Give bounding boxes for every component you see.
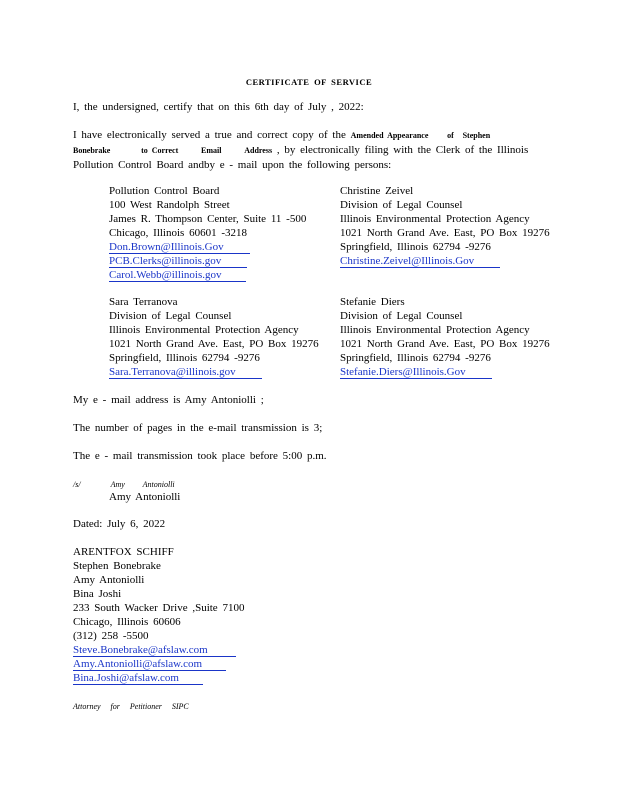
para-suffix: , by electronically filing with the Clerk of the Illinois: [276, 144, 529, 156]
doc-title-part: Stephen: [462, 131, 491, 140]
address-line: 1021 North Grand Ave. East, PO Box 19276: [340, 227, 550, 239]
firm-signature-block: [73, 545, 244, 685]
email-link[interactable]: Carol.Webb@illinois.gov: [109, 269, 246, 282]
service-paragraph: [73, 128, 543, 172]
address-line: Stefanie Diers: [340, 296, 405, 308]
signatory-name: Amy Antoniolli: [109, 491, 181, 503]
email-link[interactable]: Christine.Zeivel@Illinois.Gov: [340, 255, 500, 268]
doc-title-part: to Correct: [141, 146, 179, 155]
recipient-address-zeivel: [340, 184, 565, 268]
address-line: Christine Zeivel: [340, 185, 414, 197]
signature-script-first: Amy: [110, 480, 125, 489]
document-title: CERTIFICATE OF SERVICE: [245, 77, 373, 87]
firm-line: (312) 258 -5500: [73, 630, 149, 642]
recipient-address-pcb: [109, 184, 334, 282]
address-line: Division of Legal Counsel: [109, 310, 232, 322]
address-line: Division of Legal Counsel: [340, 199, 463, 211]
email-link[interactable]: Bina.Joshi@afslaw.com: [73, 672, 203, 685]
email-link[interactable]: Don.Brown@Illinois.Gov: [109, 241, 250, 254]
recipient-address-diers: [340, 295, 565, 379]
address-line: Division of Legal Counsel: [340, 310, 463, 322]
doc-title-part: Address: [244, 146, 273, 155]
signature-script-last: Antoniolli: [142, 480, 175, 489]
address-line: James R. Thompson Center, Suite 11 -500: [109, 213, 307, 225]
email-link[interactable]: PCB.Clerks@illinois.gov: [109, 255, 247, 268]
email-link[interactable]: Stefanie.Diers@Illinois.Gov: [340, 366, 492, 379]
email-link[interactable]: Sara.Terranova@illinois.gov: [109, 366, 262, 379]
transmission-time-statement: The e - mail transmission took place before 5:00 p.m.: [73, 450, 327, 462]
attorney-for-note: Attorney for Petitioner SIPC: [73, 702, 189, 711]
address-line: Illinois Environmental Protection Agency: [109, 324, 299, 336]
dated-line: Dated: July 6, 2022: [73, 518, 166, 530]
firm-line: 233 South Wacker Drive ,Suite 7100: [73, 602, 245, 614]
email-link[interactable]: Steve.Bonebrake@afslaw.com: [73, 644, 236, 657]
address-line: Springfield, Illinois 62794 -9276: [109, 352, 260, 364]
address-line: 100 West Randolph Street: [109, 199, 230, 211]
address-line: 1021 North Grand Ave. East, PO Box 19276: [340, 338, 550, 350]
para-line3: Pollution Control Board andby e - mail upon the following persons:: [73, 159, 392, 171]
page-count-statement: The number of pages in the e-mail transmission is 3;: [73, 422, 323, 434]
doc-title-part: Email: [201, 146, 222, 155]
firm-line: ARENTFOX SCHIFF: [73, 546, 174, 558]
address-line: Illinois Environmental Protection Agency: [340, 213, 530, 225]
firm-line: Stephen Bonebrake: [73, 560, 161, 572]
doc-title-part: Amended Appearance: [350, 131, 429, 140]
firm-line: Amy Antoniolli: [73, 574, 145, 586]
address-line: Chicago, Illinois 60601 -3218: [109, 227, 247, 239]
recipient-address-terranova: [109, 295, 334, 379]
intro-statement: I, the undersigned, certify that on this 6th day of July , 2022:: [73, 101, 364, 113]
address-line: Illinois Environmental Protection Agency: [340, 324, 530, 336]
address-line: Springfield, Illinois 62794 -9276: [340, 241, 491, 253]
address-line: Sara Terranova: [109, 296, 178, 308]
doc-title-part: Bonebrake: [73, 146, 111, 155]
doc-title-part: of: [447, 131, 454, 140]
address-line: 1021 North Grand Ave. East, PO Box 19276: [109, 338, 319, 350]
address-line: Springfield, Illinois 62794 -9276: [340, 352, 491, 364]
email-link[interactable]: Amy.Antoniolli@afslaw.com: [73, 658, 226, 671]
signature-slash-s: /s/: [73, 480, 81, 489]
address-line: Pollution Control Board: [109, 185, 220, 197]
my-email-statement: My e - mail address is Amy Antoniolli ;: [73, 394, 264, 406]
firm-line: Bina Joshi: [73, 588, 122, 600]
firm-line: Chicago, Illinois 60606: [73, 616, 181, 628]
para-prefix: I have electronically served a true and correct copy of the: [73, 129, 346, 141]
